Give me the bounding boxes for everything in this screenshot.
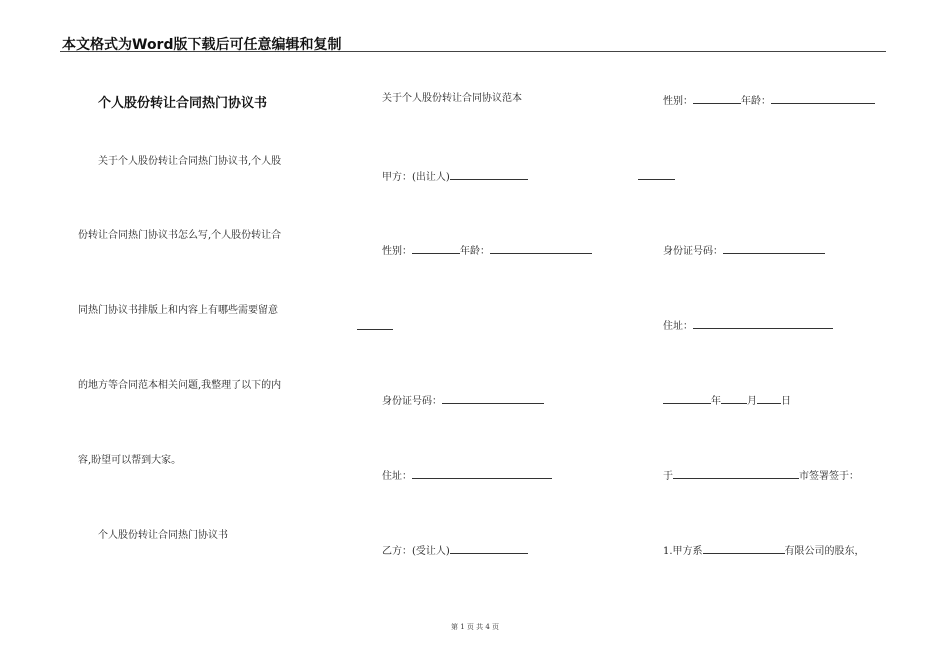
gender-blank — [412, 242, 460, 254]
day-label: 日 — [781, 396, 791, 407]
body-line-6: 个人股份转让合同热门协议书 — [98, 530, 228, 541]
gender-blank — [693, 92, 741, 104]
party-a-label: 甲方：(出让人) — [382, 172, 450, 183]
body-line-3: 同热门协议书排版上和内容上有哪些需要留意 — [78, 305, 278, 316]
body-line-5: 容,盼望可以帮到大家。 — [78, 455, 182, 466]
body-line-2: 份转让合同热门协议书怎么写,个人股份转让合 — [78, 230, 282, 241]
party-a-address-row — [382, 467, 552, 484]
address-blank — [412, 467, 552, 479]
id-blank — [442, 392, 544, 404]
age-blank — [490, 242, 592, 254]
clause-1-suffix: 有限公司的股东， — [784, 546, 865, 557]
day-blank — [757, 392, 781, 404]
date-row — [663, 392, 791, 409]
address-label: 住址： — [382, 471, 412, 482]
party-b-label: 乙方：(受让人) — [382, 546, 450, 557]
age-label: 年龄： — [741, 96, 771, 107]
document-title: 个人股份转让合同热门协议书 — [98, 96, 268, 111]
page-number: 第 1 页 共 4 页 — [450, 623, 500, 631]
city-blank — [673, 467, 799, 479]
gender-label: 性别： — [663, 96, 693, 107]
body-line-1: 关于个人股份转让合同热门协议书,个人股 — [98, 156, 282, 167]
month-blank — [721, 392, 747, 404]
id-label: 身份证号码： — [382, 396, 442, 407]
age-blank-continuation — [357, 329, 393, 330]
party-a-gender-age-row — [382, 242, 592, 259]
at-label: 于 — [663, 471, 673, 482]
party-b-blank — [450, 542, 528, 554]
contract-heading: 关于个人股份转让合同协议范本 — [382, 93, 522, 104]
year-blank — [663, 392, 711, 404]
header-divider — [60, 51, 886, 52]
clause-1-prefix: 1.甲方系 — [663, 546, 703, 557]
id-label: 身份证号码： — [663, 246, 723, 257]
month-label: 月 — [747, 396, 757, 407]
party-b-id-row — [663, 242, 825, 259]
gender-label: 性别： — [382, 246, 412, 257]
party-b-row — [382, 542, 528, 559]
party-a-row — [382, 168, 528, 185]
header-title: 本文格式为Word版下载后可任意编辑和复制 — [62, 37, 342, 53]
age-label: 年龄： — [460, 246, 490, 257]
party-a-id-row — [382, 392, 544, 409]
signed-label: 市签署签于： — [799, 471, 859, 482]
clause-1-row — [663, 542, 865, 559]
party-b-gender-age-row — [663, 92, 875, 109]
address-label: 住址： — [663, 321, 693, 332]
id-blank — [723, 242, 825, 254]
party-b-address-row — [663, 317, 833, 334]
year-label: 年 — [711, 396, 721, 407]
age-blank — [771, 92, 875, 104]
body-line-4: 的地方等合同范本相关问题,我整理了以下的内 — [78, 380, 282, 391]
company-blank — [703, 542, 785, 554]
signing-place-row — [663, 467, 859, 484]
address-blank — [693, 317, 833, 329]
age-blank-continuation — [638, 179, 675, 180]
party-a-blank — [450, 168, 528, 180]
